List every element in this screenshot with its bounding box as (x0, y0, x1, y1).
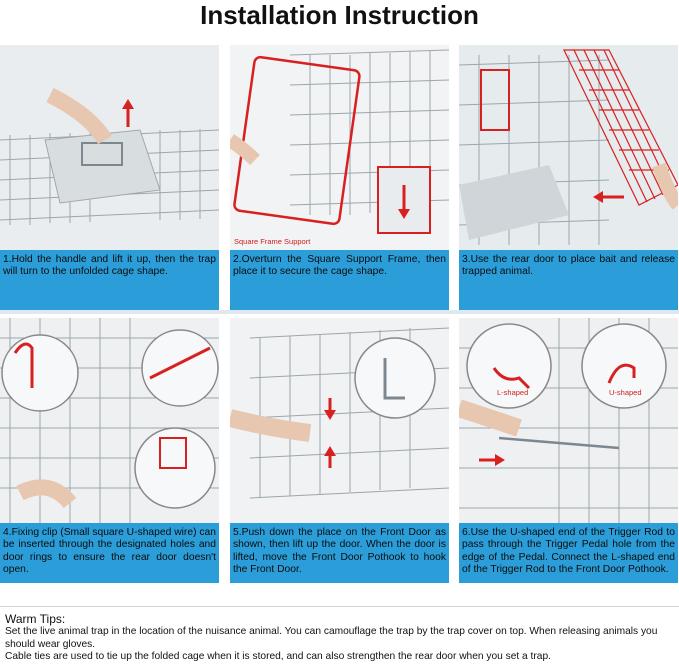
step-3-panel (459, 45, 678, 310)
step-6-panel (459, 318, 678, 583)
u-shaped-label: U-shaped (609, 388, 642, 397)
warm-tips-line-2: Cable ties are used to tie up the folded cage when it is stored, and can also strengthen the rear door when you set a trap. (5, 651, 551, 663)
step-1-caption: 1.Hold the handle and lift it up, then the trap will turn to the unfolded cage shape. (0, 250, 219, 310)
step-2-photo (230, 45, 449, 250)
step-4-photo (0, 318, 219, 523)
warm-tips-box (0, 606, 679, 669)
step-5-caption: 5.Push down the place on the Front Door as shown, then lift up the door. When the door is lifted, move the Front Door Pothook to hook the Front Door. (230, 523, 449, 583)
step-2-panel (230, 45, 449, 310)
step-1-photo (0, 45, 219, 250)
step-4-caption: 4.Fixing clip (Small square U-shaped wire) can be inserted through the designated holes and door rings to ensure the rear door doesn't open. (0, 523, 219, 583)
l-shaped-label: L-shaped (497, 388, 529, 397)
page-title: Installation Instruction (200, 0, 479, 30)
step-5-panel (230, 318, 449, 583)
step-5-photo (230, 318, 449, 523)
step-4-panel (0, 318, 219, 583)
row-divider (0, 310, 679, 314)
step-3-photo (459, 45, 678, 250)
step-3-caption: 3.Use the rear door to place bait and release trapped animal. (459, 250, 678, 310)
step-6-caption: 6.Use the U-shaped end of the Trigger Rod to pass through the Trigger Pedal hole from the edge of the Pedal. Connect the L-shaped end of the Trigger Rod to the Front Door Pothook. (459, 523, 678, 583)
warm-tips-heading: Warm Tips: (5, 612, 66, 626)
square-frame-support-label: Square Frame Support (234, 237, 311, 246)
step-6-photo (459, 318, 678, 523)
warm-tips-line-1: Set the live animal trap in the location of the nuisance animal. You can camouflage the trap by the trap cover on top. When releasing animals you should wear gloves. (5, 626, 658, 650)
step-1-panel (0, 45, 219, 310)
step-2-caption: 2.Overturn the Square Support Frame, then place it to secure the cage shape. (230, 250, 449, 310)
